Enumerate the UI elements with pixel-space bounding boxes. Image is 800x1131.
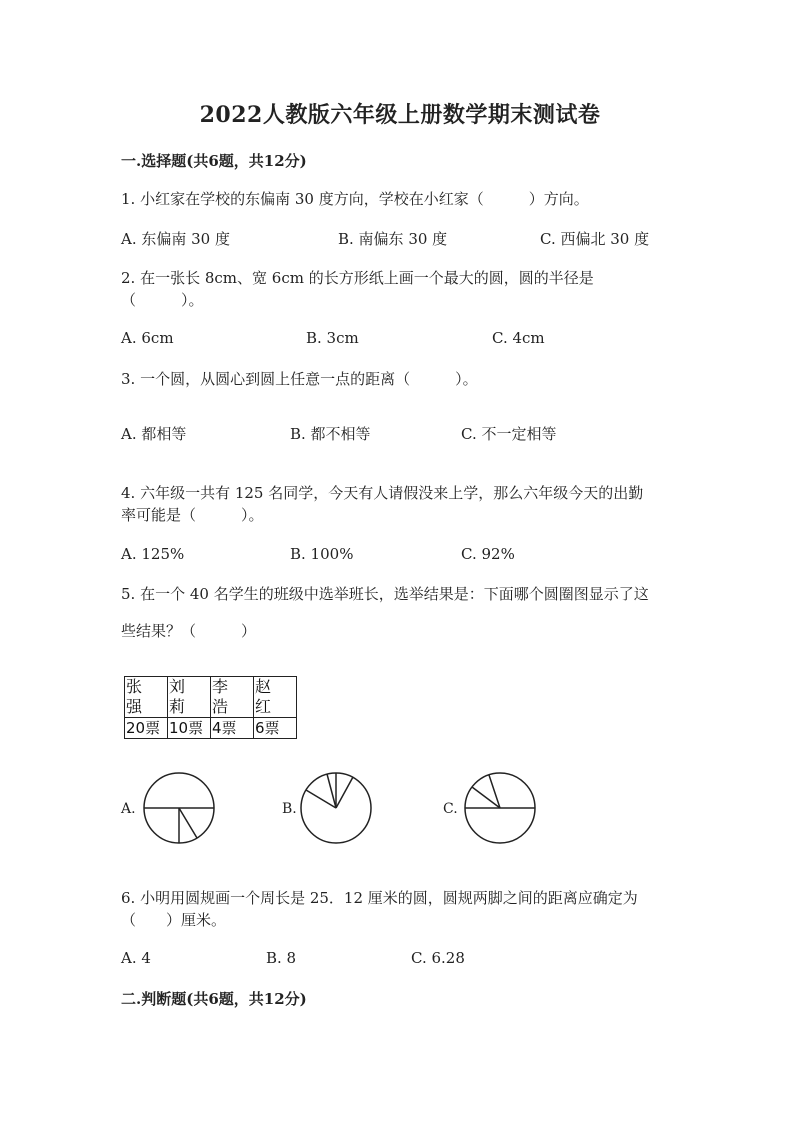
question-3-text: 3. 一个圆，从圆心到圆上任意一点的距离（ ）。 [121, 370, 478, 388]
question-1-text: 1. 小红家在学校的东偏南 30 度方向，学校在小红家（ ）方向。 [121, 190, 589, 208]
section-heading-judgement: 二.判断题(共6题，共12分) [121, 990, 307, 1008]
question-4-option-b: B. 100% [290, 545, 354, 563]
question-4-option-c: C. 92% [461, 545, 515, 563]
question-2-text-line2: （ ）。 [121, 291, 204, 309]
question-3-option-a: A. 都相等 [121, 425, 187, 443]
page-title: 2022人教版六年级上册数学期末测试卷 [199, 102, 601, 128]
table-cell-votes: 6票 [254, 718, 297, 739]
pie-option-c-figure [461, 769, 539, 847]
question-1-option-b: B. 南偏东 30 度 [338, 230, 448, 248]
table-cell-name: 刘 莉 [168, 677, 211, 718]
question-5-text-line2: 些结果？（ ） [121, 622, 257, 640]
vote-results-table [124, 676, 297, 739]
question-2-text-line1: 2. 在一张长 8cm、宽 6cm 的长方形纸上画一个最大的圆，圆的半径是 [121, 269, 594, 287]
question-1-option-c: C. 西偏北 30 度 [540, 230, 650, 248]
question-6-text-line1: 6. 小明用圆规画一个周长是 25．12 厘米的圆，圆规两脚之间的距离应确定为 [121, 889, 638, 907]
pie-option-a-label: A. [121, 801, 136, 817]
section-heading-choice: 一.选择题(共6题，共12分) [121, 152, 307, 170]
pie-option-b-label: B. [282, 801, 297, 817]
question-6-text-line2: （ ）厘米。 [121, 911, 227, 929]
table-cell-votes: 4票 [211, 718, 254, 739]
pie-option-b-figure [297, 769, 375, 847]
question-1-option-a: A. 东偏南 30 度 [121, 230, 230, 248]
question-4-text-line1: 4. 六年级一共有 125 名同学，今天有人请假没来上学，那么六年级今天的出勤 [121, 484, 644, 502]
table-cell-name: 李 浩 [211, 677, 254, 718]
question-3-option-c: C. 不一定相等 [461, 425, 557, 443]
table-cell-votes: 10票 [168, 718, 211, 739]
table-cell-votes: 20票 [125, 718, 168, 739]
table-row-names [125, 677, 297, 718]
question-6-option-b: B. 8 [266, 949, 297, 967]
pie-option-a-figure [140, 769, 218, 847]
question-3-option-b: B. 都不相等 [290, 425, 371, 443]
question-2-option-c: C. 4cm [492, 329, 545, 347]
table-cell-name: 赵 红 [254, 677, 297, 718]
pie-option-c-label: C. [443, 801, 458, 817]
question-4-option-a: A. 125% [121, 545, 185, 563]
question-6-option-c: C. 6.28 [411, 949, 465, 967]
question-2-option-a: A. 6cm [121, 329, 174, 347]
question-4-text-line2: 率可能是（ ）。 [121, 506, 264, 524]
question-2-option-b: B. 3cm [306, 329, 359, 347]
question-6-option-a: A. 4 [121, 949, 151, 967]
table-cell-name: 张 强 [125, 677, 168, 718]
table-row-votes [125, 718, 297, 739]
question-5-text-line1: 5. 在一个 40 名学生的班级中选举班长，选举结果是：下面哪个圆圈图显示了这 [121, 585, 649, 603]
